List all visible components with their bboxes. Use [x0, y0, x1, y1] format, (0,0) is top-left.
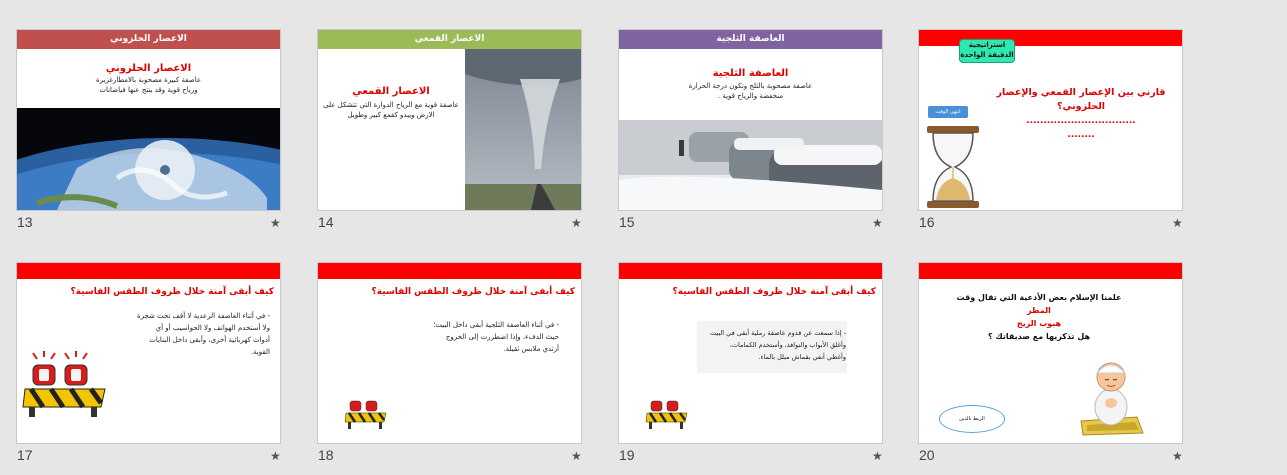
slide-title: كيف أبقى آمنة خلال ظروف الطقس القاسية؟	[672, 287, 876, 297]
slide-number: 13	[17, 214, 33, 230]
slide-text-line: - في أثناء العاصفة الثلجية أبقى داخل البيت؛	[433, 321, 559, 329]
time-up-button[interactable]: انتهى الوقت	[928, 106, 968, 118]
badge-line: الدقيقة الواحدة	[960, 51, 1014, 59]
slide-text-line: أدوات كهربائية أخرى، وأبقى داخل البنايات	[149, 336, 270, 344]
praying-child-icon	[1077, 351, 1145, 437]
slide-thumbnail-14[interactable]	[317, 29, 582, 211]
question-line: الحلزوني؟	[1056, 101, 1106, 112]
slide-header-bar	[318, 263, 581, 279]
slide-thumbnail-19[interactable]	[618, 262, 883, 444]
religion-link-button[interactable]: الربط بالدين	[939, 405, 1005, 433]
slide-text-line: الارض ويبدو كقمع كبير وطويل	[347, 111, 435, 119]
slide-text-line: هبوب الريح	[1016, 319, 1062, 328]
slide-header-bar	[919, 263, 1182, 279]
star-icon[interactable]: ★	[270, 216, 281, 230]
slide-thumbnail-20[interactable]	[918, 262, 1183, 444]
slide-number: 15	[619, 214, 635, 230]
slide-text-line: ولا أستخدم الهواتف ولا الحواسيب أو أي	[155, 324, 270, 332]
star-icon[interactable]: ★	[872, 216, 883, 230]
slide-text-line: وأغطي أنفي بقماش مبلل بالماء.	[758, 353, 846, 361]
slide-text-line: المطر	[1027, 306, 1051, 315]
slide-header-bar: العاصفة الثلجية	[619, 30, 882, 49]
slide-number: 16	[919, 214, 935, 230]
badge-line: استراتيجية	[968, 41, 1006, 49]
slide-text-line: - إذا سمعت عن قدوم عاصفة رملية أبقى في البيت	[710, 329, 846, 337]
slide-thumbnail-16[interactable]	[918, 29, 1183, 211]
slide-number: 20	[919, 447, 935, 463]
answer-dots: ................................	[1026, 116, 1136, 126]
tornado-photo	[465, 49, 581, 210]
question-line: قارني بين الإعصار القمعي والإعصار	[996, 87, 1166, 98]
slide-text-line: هل تذكريها مع صديقاتك ؟	[988, 332, 1090, 341]
star-icon[interactable]: ★	[1172, 449, 1183, 463]
star-icon[interactable]: ★	[571, 449, 582, 463]
slide-text-line: وأغلق الأبواب والنوافذ، وأستخدم الكمامات،	[729, 341, 846, 349]
slide-text-line: عاصفة مصحوبة بالثلج وتكون درجة الحرارة	[688, 82, 813, 90]
slide-number: 17	[17, 447, 33, 463]
slide-text-line: عاصفة كبيرة مصحوبة بالامطارغزيرة	[95, 76, 202, 84]
star-icon[interactable]: ★	[270, 449, 281, 463]
warning-barrier-icon	[344, 393, 388, 433]
slide-title: الاعصار القمعي	[352, 86, 430, 97]
slide-number: 19	[619, 447, 635, 463]
hurricane-satellite-image	[17, 108, 280, 210]
slide-text-line: عاصفة قوية مع الرياح الدوارة التي تتشكل على	[323, 101, 459, 109]
warning-barrier-icon	[645, 393, 689, 433]
snowstorm-photo	[619, 120, 882, 210]
slide-title: العاصفة الثلجية	[712, 68, 789, 79]
slide-thumbnail-13[interactable]	[16, 29, 281, 211]
slide-text-line: علمنا الإسلام بعض الأدعية التي تقال وقت	[956, 293, 1122, 302]
strategy-badge	[959, 39, 1015, 63]
answer-dots: ........	[1067, 130, 1095, 140]
slide-number: 18	[318, 447, 334, 463]
slide-header-bar	[619, 263, 882, 279]
slide-title: كيف أبقى آمنة خلال ظروف الطقس القاسية؟	[70, 287, 274, 297]
slide-header-bar: الاعصار الحلزوني	[17, 30, 280, 49]
slide-thumbnail-17[interactable]	[16, 262, 281, 444]
slide-text-line: أرتدي ملابس ثقيلة.	[503, 345, 559, 353]
slide-number: 14	[318, 214, 334, 230]
slide-text-line: منخفضة والرياح قوية .	[717, 92, 784, 100]
slide-text-line: حيث الدفء، وإذا اضطررت إلى الخروج	[445, 333, 559, 341]
slide-text-line: - في أثناء العاصفة الرعدية لا أقف تحت شجرة	[136, 312, 270, 320]
slide-text-line: ورياح قوية وقد ينتج عنها فياضانات	[99, 86, 198, 94]
slide-title: الاعصار الحلزوني	[105, 63, 192, 74]
slide-thumbnail-15[interactable]	[618, 29, 883, 211]
star-icon[interactable]: ★	[1172, 216, 1183, 230]
star-icon[interactable]: ★	[872, 449, 883, 463]
slide-header-bar: الاعصار القمعي	[318, 30, 581, 49]
slide-text-line: القوية.	[250, 348, 270, 356]
slide-thumbnail-18[interactable]	[317, 262, 582, 444]
slide-header-bar	[17, 263, 280, 279]
star-icon[interactable]: ★	[571, 216, 582, 230]
hourglass-icon	[925, 124, 981, 210]
warning-barrier-icon	[17, 347, 107, 419]
slide-title: كيف أبقى آمنة خلال ظروف الطقس القاسية؟	[371, 287, 575, 297]
